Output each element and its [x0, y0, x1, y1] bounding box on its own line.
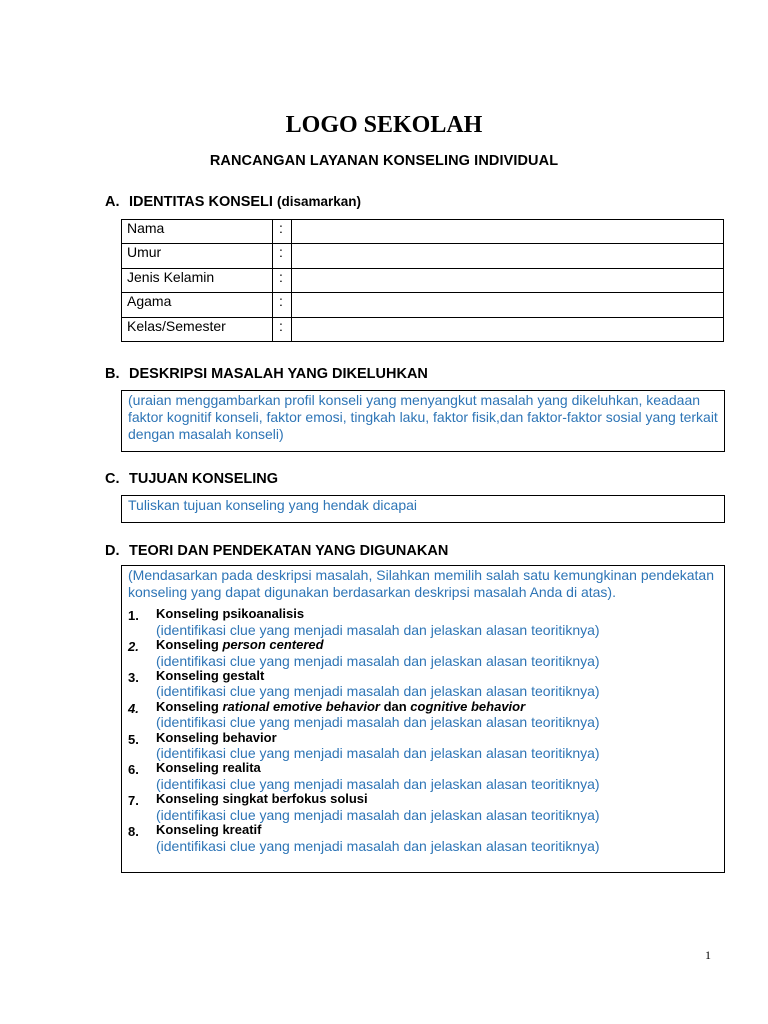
list-number: 1.	[128, 608, 139, 624]
identity-separator: :	[273, 220, 292, 244]
identity-separator: :	[273, 317, 292, 341]
list-item	[128, 731, 724, 762]
section-a-heading	[105, 194, 361, 210]
approach-title	[156, 607, 724, 621]
section-a-title: IDENTITAS KONSELI	[129, 194, 273, 210]
counseling-goal-box[interactable]	[121, 495, 725, 523]
approach-list	[128, 607, 724, 854]
table-row	[122, 220, 724, 244]
section-b-letter: B.	[105, 366, 120, 382]
approach-title	[156, 761, 724, 775]
list-number: 4.	[128, 700, 139, 716]
list-number: 3.	[128, 670, 139, 686]
approach-note: (identifikasi clue yang menjadi masalah dan jelaskan alasan teoritiknya)	[156, 837, 600, 854]
identity-value-jenis-kelamin[interactable]	[292, 268, 724, 292]
list-number: 7.	[128, 793, 139, 809]
approach-title	[156, 700, 724, 714]
section-c-letter: C.	[105, 471, 120, 487]
section-d-heading	[105, 543, 448, 559]
approach-title-part: Konseling	[156, 637, 223, 653]
list-number: 8.	[128, 824, 139, 840]
identity-label: Agama	[122, 293, 273, 317]
identity-value-nama[interactable]	[292, 220, 724, 244]
list-item	[128, 761, 724, 792]
approach-title-part: Konseling realita	[156, 760, 261, 776]
list-item	[128, 669, 724, 700]
approach-title-italic: cognitive behavior	[410, 698, 526, 714]
identity-label: Nama	[122, 220, 273, 244]
approach-title-part: Konseling singkat berfokus solusi	[156, 791, 368, 807]
identity-label: Jenis Kelamin	[122, 268, 273, 292]
section-c-heading	[105, 471, 278, 487]
problem-description-text: (uraian menggambarkan profil konseli yang menyangkut masalah yang dikeluhkan, keadaan faktor kognitif konseli, faktor emosi, tingkah laku, faktor fisik,dan faktor-faktor sosial yang terkait dengan masalah konseli)	[128, 392, 718, 443]
problem-description-box[interactable]	[121, 390, 725, 452]
approach-title	[156, 731, 724, 745]
section-d-title: TEORI DAN PENDEKATAN YANG DIGUNAKAN	[129, 543, 449, 559]
approach-title-part: Konseling gestalt	[156, 668, 265, 684]
identity-value-agama[interactable]	[292, 293, 724, 317]
identity-table	[121, 219, 724, 342]
identity-label: Kelas/Semester	[122, 317, 273, 341]
approach-title-italic: rational emotive behavior	[222, 698, 380, 714]
section-b-title: DESKRIPSI MASALAH YANG DIKELUHKAN	[129, 366, 428, 382]
list-number: 6.	[128, 762, 139, 778]
identity-value-kelas-semester[interactable]	[292, 317, 724, 341]
list-item	[128, 607, 724, 638]
approach-note: (identifikasi clue yang menjadi masalah dan jelaskan alasan teoritiknya)	[156, 683, 600, 700]
section-b-heading	[105, 366, 428, 382]
section-a-letter: A.	[105, 194, 120, 210]
approach-title-italic: person centered	[222, 637, 324, 653]
section-a-note: (disamarkan)	[276, 194, 362, 209]
logo-placeholder: LOGO SEKOLAH	[285, 112, 483, 138]
approach-title-part: Konseling psikoanalisis	[156, 606, 305, 622]
counseling-goal-text: Tuliskan tujuan konseling yang hendak dicapai	[128, 497, 418, 513]
identity-label: Umur	[122, 244, 273, 268]
approach-title-part: Konseling	[156, 698, 223, 714]
list-item	[128, 638, 724, 669]
approach-title	[156, 638, 724, 652]
table-row	[122, 244, 724, 268]
page-number: 1	[705, 948, 711, 962]
approach-title	[156, 669, 724, 683]
approach-note: (identifikasi clue yang menjadi masalah dan jelaskan alasan teoritiknya)	[156, 652, 600, 669]
approach-note: (identifikasi clue yang menjadi masalah dan jelaskan alasan teoritiknya)	[156, 806, 600, 823]
document-title: RANCANGAN LAYANAN KONSELING INDIVIDUAL	[209, 153, 559, 169]
list-item	[128, 823, 724, 854]
theory-approach-box[interactable]	[121, 565, 725, 873]
list-number: 2.	[128, 639, 139, 655]
identity-separator: :	[273, 244, 292, 268]
approach-note: (identifikasi clue yang menjadi masalah dan jelaskan alasan teoritiknya)	[156, 621, 600, 638]
identity-separator: :	[273, 268, 292, 292]
list-number: 5.	[128, 731, 139, 747]
identity-separator: :	[273, 293, 292, 317]
table-row	[122, 293, 724, 317]
approach-title	[156, 792, 724, 806]
section-d-letter: D.	[105, 543, 120, 559]
identity-value-umur[interactable]	[292, 244, 724, 268]
theory-intro-text: (Mendasarkan pada deskripsi masalah, Silahkan memilih salah satu kemungkinan pendekatan konseling yang dapat digunakan berdasarkan deskripsi masalah Anda di atas).	[128, 567, 715, 601]
approach-title-part: Konseling behavior	[156, 729, 277, 745]
list-item	[128, 700, 724, 731]
approach-note: (identifikasi clue yang menjadi masalah dan jelaskan alasan teoritiknya)	[156, 745, 600, 762]
approach-note: (identifikasi clue yang menjadi masalah dan jelaskan alasan teoritiknya)	[156, 714, 600, 731]
list-item	[128, 792, 724, 823]
approach-note: (identifikasi clue yang menjadi masalah dan jelaskan alasan teoritiknya)	[156, 775, 600, 792]
section-c-title: TUJUAN KONSELING	[129, 471, 279, 487]
table-row	[122, 317, 724, 341]
table-row	[122, 268, 724, 292]
approach-title	[156, 823, 724, 837]
approach-title-part: Konseling kreatif	[156, 822, 262, 838]
approach-title-part: dan	[379, 698, 411, 714]
